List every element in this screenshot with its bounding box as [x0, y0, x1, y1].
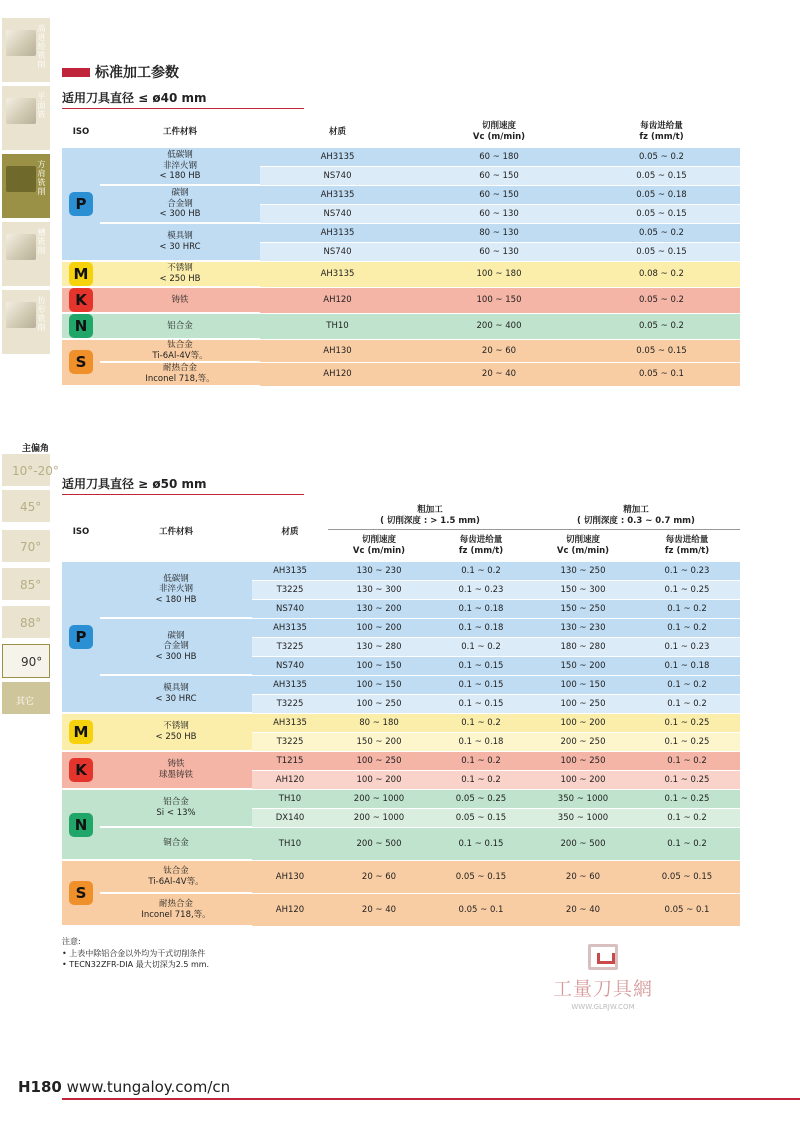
iso-cell [62, 288, 100, 314]
table1-body [62, 148, 740, 387]
material-cell [100, 752, 252, 790]
table2-subtitle: 适用刀具直径 ≥ ø50 mm [62, 475, 304, 495]
material-cell [100, 224, 260, 262]
grade-cell: AH3135 [260, 186, 415, 205]
grade-cell: AH3135 [252, 562, 328, 581]
finish-speed-cell: 150 ~ 250 [532, 600, 634, 619]
angle-label: 85° [20, 578, 42, 592]
table-row [62, 224, 740, 243]
rough-feed-cell: 0.05 ~ 0.1 [430, 894, 532, 927]
grade-cell: NS740 [260, 243, 415, 262]
rough-speed-cell: 100 ~ 200 [328, 771, 430, 790]
page-footer [18, 1078, 230, 1096]
col-iso: ISO [72, 526, 90, 537]
speed-unit: Vc (m/min) [472, 132, 526, 142]
material-line: 铸铁 [171, 294, 189, 305]
rough-speed-cell: 80 ~ 180 [328, 714, 430, 733]
footer-url[interactable]: www.tungaloy.com/cn [66, 1078, 231, 1096]
grade-cell: NS740 [260, 167, 415, 186]
feed-cell: 0.05 ~ 0.2 [583, 288, 740, 314]
col-rough-speed [328, 530, 430, 562]
material-line: 模具钢 [163, 683, 189, 694]
col-material: 工件材料 [162, 126, 197, 137]
material-line: 非淬火钢 [158, 584, 193, 595]
speed-cell: 60 ~ 130 [415, 243, 583, 262]
material-line: Inconel 718,等。 [145, 373, 215, 384]
speed-cell: 60 ~ 130 [415, 205, 583, 224]
iso-cell [62, 148, 100, 262]
table-large-diameter [62, 502, 740, 927]
material-line: 铝合金 [167, 320, 193, 331]
rough-feed-cell: 0.1 ~ 0.15 [430, 828, 532, 861]
feed-cell: 0.05 ~ 0.15 [583, 167, 740, 186]
speed-cell: 60 ~ 180 [415, 148, 583, 167]
slot-milling-icon [6, 234, 36, 260]
angle-label: 其它 [16, 697, 35, 707]
material-cell [100, 562, 252, 619]
finish-feed-cell: 0.1 ~ 0.18 [634, 657, 740, 676]
grade-cell: AH3135 [260, 148, 415, 167]
material-line: 钛合金 [163, 865, 189, 876]
table-row [62, 262, 740, 288]
finish-speed-cell: 100 ~ 250 [532, 695, 634, 714]
rough-speed-cell: 100 ~ 150 [328, 657, 430, 676]
table-row [62, 363, 740, 386]
iso-cell [62, 752, 100, 790]
iso-s-icon: S [69, 350, 93, 374]
notes [62, 936, 209, 971]
col-speed [415, 116, 583, 148]
col-grade: 材质 [328, 126, 346, 137]
finish-speed-cell: 200 ~ 500 [532, 828, 634, 861]
material-line: < 250 HB [159, 274, 201, 284]
finish-speed-cell: 130 ~ 230 [532, 619, 634, 638]
rough-speed-cell: 150 ~ 200 [328, 733, 430, 752]
material-line: 铝合金 [163, 797, 189, 808]
shoulder-milling-icon [6, 166, 36, 192]
speed-label: 切削速度 [565, 535, 600, 546]
material-cell [100, 861, 252, 894]
material-line: 碳钢 [167, 630, 185, 641]
material-cell [100, 363, 260, 386]
table-row [62, 676, 740, 695]
angle-label: 90° [21, 655, 43, 669]
rough-feed-cell: 0.1 ~ 0.15 [430, 676, 532, 695]
material-line: < 300 HB [155, 651, 197, 662]
material-line: Si < 13% [156, 808, 196, 818]
grade-cell: AH3135 [260, 262, 415, 288]
col-grade: 材质 [281, 526, 299, 537]
feed-unit: fz (mm/t) [664, 546, 710, 556]
iso-cell [62, 861, 100, 927]
grade-cell: AH120 [252, 771, 328, 790]
sidebar-tab-label: 平面铣 [37, 92, 46, 119]
material-line: 耐热合金 [162, 363, 197, 374]
table-row [62, 619, 740, 638]
speed-label: 切削速度 [361, 535, 396, 546]
material-line: 合金钢 [167, 198, 193, 209]
finish-speed-cell: 20 ~ 40 [532, 894, 634, 927]
speed-cell: 20 ~ 60 [415, 340, 583, 363]
grade-cell: T3225 [252, 581, 328, 600]
rough-feed-cell: 0.1 ~ 0.2 [430, 638, 532, 657]
material-cell [100, 314, 260, 340]
copy-milling-icon [6, 302, 36, 328]
feed-label: 每齿进给量 [665, 535, 709, 546]
angle-tab-90[interactable] [2, 644, 50, 678]
title-accent-bar [62, 68, 90, 77]
sidebar-tab-label: 方肩铣削 [37, 160, 46, 196]
feed-cell: 0.05 ~ 0.2 [583, 314, 740, 340]
iso-s-icon: S [69, 881, 93, 905]
finish-speed-cell: 20 ~ 60 [532, 861, 634, 894]
finish-feed-cell: 0.1 ~ 0.25 [634, 733, 740, 752]
grade-cell: TH10 [252, 790, 328, 809]
finish-feed-cell: 0.1 ~ 0.2 [634, 676, 740, 695]
note-item: • TECN32ZFR-DIA 最大切深为2.5 mm. [62, 960, 210, 970]
grade-cell: T3225 [252, 695, 328, 714]
finish-feed-cell: 0.1 ~ 0.2 [634, 695, 740, 714]
face-milling-icon [6, 98, 36, 124]
material-cell [100, 288, 260, 314]
material-line: 低碳钢 [163, 573, 189, 584]
finish-feed-cell: 0.05 ~ 0.1 [634, 894, 740, 927]
sidebar-tab-high-feed[interactable] [2, 18, 50, 84]
table-row [62, 562, 740, 581]
material-line: < 250 HB [155, 732, 197, 742]
angle-label: 10°-20° [12, 464, 59, 478]
feed-cell: 0.05 ~ 0.15 [583, 340, 740, 363]
rough-feed-cell: 0.1 ~ 0.15 [430, 657, 532, 676]
material-line: 耐热合金 [158, 898, 193, 909]
material-line: < 30 HRC [155, 694, 197, 704]
note-item: • 上表中除铝合金以外均为干式切削条件 [62, 948, 206, 958]
grade-cell: T3225 [252, 733, 328, 752]
speed-cell: 200 ~ 400 [415, 314, 583, 340]
grade-cell: TH10 [260, 314, 415, 340]
material-line: 铜合金 [163, 838, 189, 849]
material-line: 非淬火钢 [162, 160, 197, 171]
table-row [62, 752, 740, 771]
col-rough-feed [430, 530, 532, 562]
grade-cell: AH130 [252, 861, 328, 894]
speed-unit: Vc (m/min) [556, 546, 610, 556]
finish-feed-cell: 0.1 ~ 0.23 [634, 562, 740, 581]
footer-rule [62, 1098, 800, 1100]
table-small-diameter [62, 116, 740, 387]
rough-feed-cell: 0.1 ~ 0.2 [430, 714, 532, 733]
grade-cell: NS740 [252, 600, 328, 619]
col-material: 工件材料 [158, 526, 193, 537]
table-row [62, 148, 740, 167]
grade-cell: AH3135 [252, 676, 328, 695]
material-line: 铸铁 [167, 759, 185, 770]
material-line: 合金钢 [163, 641, 189, 652]
rough-feed-cell: 0.05 ~ 0.25 [430, 790, 532, 809]
grade-cell: AH120 [260, 288, 415, 314]
grade-cell: NS740 [260, 205, 415, 224]
rough-speed-cell: 20 ~ 60 [328, 861, 430, 894]
finish-speed-cell: 130 ~ 250 [532, 562, 634, 581]
feed-unit: fz (mm/t) [458, 546, 504, 556]
rough-speed-cell: 100 ~ 250 [328, 695, 430, 714]
table1-subtitle: 适用刀具直径 ≤ ø40 mm [62, 89, 304, 109]
material-line: Ti-6Al-4V等。 [148, 876, 204, 887]
grade-cell: DX140 [252, 809, 328, 828]
material-line: 不锈钢 [163, 721, 189, 732]
grade-cell: AH3135 [252, 714, 328, 733]
col-iso: ISO [72, 126, 90, 137]
speed-cell: 60 ~ 150 [415, 167, 583, 186]
rough-feed-cell: 0.1 ~ 0.2 [430, 771, 532, 790]
angle-tab-85[interactable] [2, 568, 50, 602]
finish-feed-cell: 0.1 ~ 0.2 [634, 828, 740, 861]
feed-cell: 0.05 ~ 0.18 [583, 186, 740, 205]
high-feed-milling-icon [6, 30, 36, 56]
finish-speed-cell: 150 ~ 300 [532, 581, 634, 600]
iso-cell [62, 262, 100, 288]
material-cell [100, 790, 252, 828]
watermark-logo [538, 944, 668, 1011]
iso-p-icon: P [69, 192, 93, 216]
page-title-text: 标准加工参数 [95, 65, 179, 81]
speed-cell: 20 ~ 40 [415, 363, 583, 386]
table-row [62, 861, 740, 894]
material-line: < 180 HB [159, 171, 201, 182]
finish-speed-cell: 350 ~ 1000 [532, 809, 634, 828]
grade-cell: T1215 [252, 752, 328, 771]
col-finishing [532, 502, 740, 530]
rough-feed-cell: 0.1 ~ 0.2 [430, 752, 532, 771]
rough-speed-cell: 130 ~ 200 [328, 600, 430, 619]
angle-tab-45[interactable] [2, 490, 50, 524]
material-line: < 300 HB [159, 209, 201, 220]
finish-speed-cell: 100 ~ 150 [532, 676, 634, 695]
angle-label: 88° [20, 616, 42, 630]
table-row [62, 790, 740, 809]
material-cell [100, 619, 252, 676]
finishing-label: 精加工 [623, 504, 649, 515]
rough-speed-cell: 200 ~ 1000 [328, 790, 430, 809]
angle-tab-10-20[interactable] [2, 454, 59, 488]
table-row [62, 828, 740, 861]
roughing-label: 粗加工 [417, 504, 443, 515]
finish-speed-cell: 100 ~ 200 [532, 714, 634, 733]
grade-cell: AH120 [252, 894, 328, 927]
rough-speed-cell: 100 ~ 200 [328, 619, 430, 638]
material-cell [100, 828, 252, 861]
grade-cell: TH10 [252, 828, 328, 861]
col-roughing [328, 502, 532, 530]
iso-n-icon: N [69, 314, 93, 338]
rough-speed-cell: 200 ~ 500 [328, 828, 430, 861]
grade-cell: AH3135 [252, 619, 328, 638]
finish-feed-cell: 0.05 ~ 0.15 [634, 861, 740, 894]
finish-feed-cell: 0.1 ~ 0.25 [634, 790, 740, 809]
finish-feed-cell: 0.1 ~ 0.25 [634, 771, 740, 790]
finish-feed-cell: 0.1 ~ 0.25 [634, 714, 740, 733]
table-row [62, 714, 740, 733]
table-row [62, 288, 740, 314]
speed-label: 切削速度 [481, 121, 516, 132]
rough-speed-cell: 100 ~ 250 [328, 752, 430, 771]
angle-tab-88[interactable] [2, 606, 50, 640]
material-cell [100, 340, 260, 363]
rough-feed-cell: 0.1 ~ 0.15 [430, 695, 532, 714]
iso-p-icon: P [69, 625, 93, 649]
finish-speed-cell: 100 ~ 250 [532, 752, 634, 771]
rough-feed-cell: 0.1 ~ 0.18 [430, 600, 532, 619]
feed-unit: fz (mm/t) [639, 132, 684, 142]
angle-label: 70° [20, 540, 42, 554]
lead-angle-title: 主偏角 [22, 444, 50, 454]
material-line: 低碳钢 [167, 150, 193, 161]
material-cell [100, 714, 252, 752]
iso-k-icon: K [69, 758, 93, 782]
feed-cell: 0.08 ~ 0.2 [583, 262, 740, 288]
iso-cell [62, 790, 100, 861]
col-finish-feed [634, 530, 740, 562]
sidebar-tab-slot-milling[interactable] [2, 222, 50, 288]
sidebar-tab-shoulder-milling[interactable] [2, 154, 50, 220]
note-text: TECN32ZFR-DIA 最大切深为2.5 mm. [69, 960, 210, 970]
rough-feed-cell: 0.05 ~ 0.15 [430, 861, 532, 894]
grade-cell: AH3135 [260, 224, 415, 243]
table-row [62, 340, 740, 363]
speed-cell: 100 ~ 180 [415, 262, 583, 288]
rough-speed-cell: 100 ~ 150 [328, 676, 430, 695]
roughing-depth: ( 切削深度 : > 1.5 mm) [380, 515, 480, 526]
watermark-mark-icon [588, 944, 618, 970]
page-title [62, 62, 179, 82]
material-line: < 180 HB [155, 594, 197, 605]
rough-speed-cell: 130 ~ 300 [328, 581, 430, 600]
finish-speed-cell: 200 ~ 250 [532, 733, 634, 752]
iso-cell [62, 314, 100, 340]
rough-speed-cell: 200 ~ 1000 [328, 809, 430, 828]
finish-feed-cell: 0.1 ~ 0.23 [634, 638, 740, 657]
iso-cell [62, 714, 100, 752]
rough-speed-cell: 130 ~ 230 [328, 562, 430, 581]
finish-speed-cell: 180 ~ 280 [532, 638, 634, 657]
iso-k-icon: K [69, 288, 93, 312]
material-line: Ti-6Al-4V等。 [152, 350, 208, 361]
table-row [62, 894, 740, 927]
sidebar-tab-label: 槽铣削 [37, 228, 46, 255]
feed-cell: 0.05 ~ 0.1 [583, 363, 740, 386]
finish-speed-cell: 100 ~ 200 [532, 771, 634, 790]
feed-label: 每齿进给量 [459, 535, 503, 546]
speed-cell: 100 ~ 150 [415, 288, 583, 314]
iso-cell [62, 340, 100, 387]
feed-cell: 0.05 ~ 0.2 [583, 148, 740, 167]
feed-cell: 0.05 ~ 0.15 [583, 205, 740, 224]
material-line: 碳钢 [171, 188, 189, 199]
watermark-url: WWW.GLRJW.COM [571, 1003, 635, 1011]
iso-cell [62, 562, 100, 714]
angle-tab-other[interactable] [2, 682, 50, 716]
sidebar-tab-label: 仿形铣削 [37, 296, 46, 332]
grade-cell: AH120 [260, 363, 415, 386]
rough-speed-cell: 20 ~ 40 [328, 894, 430, 927]
finish-feed-cell: 0.1 ~ 0.2 [634, 600, 740, 619]
rough-feed-cell: 0.05 ~ 0.15 [430, 809, 532, 828]
angle-tab-70[interactable] [2, 530, 50, 564]
rough-feed-cell: 0.1 ~ 0.23 [430, 581, 532, 600]
material-cell [100, 262, 260, 288]
angle-label: 45° [20, 500, 42, 514]
grade-cell: NS740 [252, 657, 328, 676]
material-line: 不锈钢 [167, 263, 193, 274]
feed-label: 每齿进给量 [640, 121, 683, 132]
iso-m-icon: M [69, 262, 93, 286]
material-cell [100, 676, 252, 714]
notes-title: 注意: [62, 937, 81, 946]
material-line: 模具钢 [167, 231, 193, 242]
material-line: < 30 HRC [159, 242, 201, 252]
note-text: 上表中除铝合金以外均为干式切削条件 [69, 948, 206, 958]
grade-cell: AH130 [260, 340, 415, 363]
finish-speed-cell: 150 ~ 200 [532, 657, 634, 676]
sidebar-tab-face-milling[interactable] [2, 86, 50, 152]
finish-feed-cell: 0.1 ~ 0.2 [634, 752, 740, 771]
finish-feed-cell: 0.1 ~ 0.25 [634, 581, 740, 600]
speed-cell: 80 ~ 130 [415, 224, 583, 243]
feed-cell: 0.05 ~ 0.2 [583, 224, 740, 243]
finish-feed-cell: 0.1 ~ 0.2 [634, 619, 740, 638]
table-row [62, 186, 740, 205]
sidebar-tab-label: 高进给铣削 [37, 24, 46, 69]
material-line: 球墨铸铁 [158, 770, 193, 780]
material-cell [100, 148, 260, 186]
material-cell [100, 186, 260, 224]
finishing-depth: ( 切削深度 : 0.3 ~ 0.7 mm) [577, 515, 695, 526]
material-cell [100, 894, 252, 927]
rough-speed-cell: 130 ~ 280 [328, 638, 430, 657]
feed-cell: 0.05 ~ 0.15 [583, 243, 740, 262]
speed-cell: 60 ~ 150 [415, 186, 583, 205]
material-line: Inconel 718,等。 [141, 909, 211, 920]
rough-feed-cell: 0.1 ~ 0.18 [430, 619, 532, 638]
rough-feed-cell: 0.1 ~ 0.2 [430, 562, 532, 581]
speed-unit: Vc (m/min) [352, 546, 406, 556]
finish-feed-cell: 0.1 ~ 0.2 [634, 809, 740, 828]
col-feed [583, 116, 740, 148]
iso-m-icon: M [69, 720, 93, 744]
rough-feed-cell: 0.1 ~ 0.18 [430, 733, 532, 752]
table-row [62, 314, 740, 340]
finish-speed-cell: 350 ~ 1000 [532, 790, 634, 809]
col-finish-speed [532, 530, 634, 562]
iso-n-icon: N [69, 813, 93, 837]
table2-body [62, 562, 740, 927]
watermark-brand: 工量刀具網 [552, 978, 653, 1000]
material-line: 钛合金 [167, 340, 193, 350]
grade-cell: T3225 [252, 638, 328, 657]
sidebar-tab-copy-milling[interactable] [2, 290, 50, 356]
page-number: H180 [18, 1078, 62, 1096]
